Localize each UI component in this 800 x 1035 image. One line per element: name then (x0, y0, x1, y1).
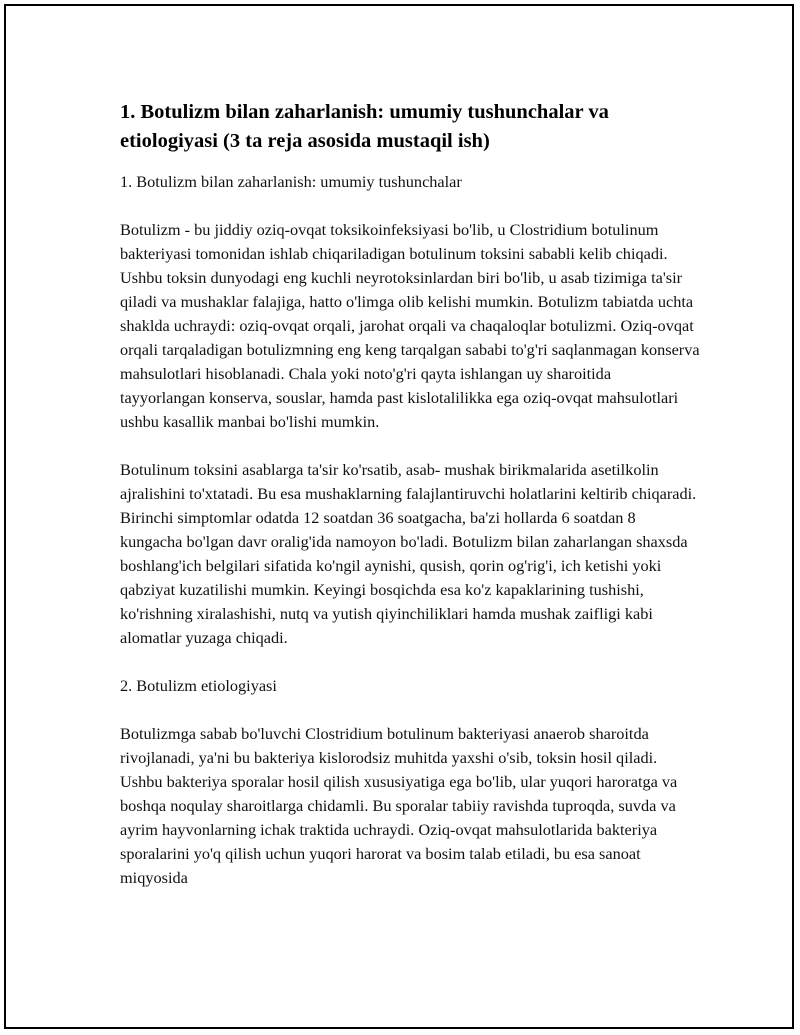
document-body (120, 98, 700, 914)
section-heading-etiology: 2. Botulizm etiologiyasi (120, 676, 277, 695)
paragraph: Botulizmga sabab bo'luvchi Clostridium botulinum bakteriyasi anaerob sharoitda rivojlanadi, ya'ni bu bakteriya kislorodsiz muhitda yaxshi o'sib, toksin hosil qiladi. Ushbu bakteriya sporalar hosil qilish xususiyatiga ega bo'lib, ular yuqori haroratga va boshqa noqulay sharoitlarga chidamli. Bu sporalar tabiiy ravishda tuproqda, suvda va ayrim hayvonlarning ichak traktida uchraydi. Oziq-ovqat mahsulotlarida bakteriya sporalarini yo'q qilish uchun yuqori harorat va bosim talab etiladi, bu esa sanoat miqyosida (120, 724, 678, 887)
document-page (4, 4, 794, 1029)
paragraph: Botulizm - bu jiddiy oziq-ovqat toksikoinfeksiyasi bo'lib, u Clostridium botulinum bakteriyasi tomonidan ishlab chiqariladigan botulinum toksini sababli kelib chiqadi. Ushbu toksin dunyodagi eng kuchli neyrotoksinlardan biri bo'lib, u asab tizimiga ta'sir qiladi va mushaklar falajiga, hatto o'limga olib kelishi mumkin. Botulizm tabiatda uchta shaklda uchraydi: oziq-ovqat orqali, jarohat orqali va chaqaloqlar botulizmi. Oziq-ovqat orqali tarqaladigan botulizmning eng keng tarqalgan sababi to'g'ri saqlanmagan konserva mahsulotlari hisoblanadi. Chala yoki noto'g'ri qayta ishlangan uy sharoitida tayyorlangan konserva, souslar, hamda past kislotalilikka ega oziq-ovqat mahsulotlari ushbu kasallik manbai bo'lishi mumkin. (120, 220, 700, 431)
paragraph: Botulinum toksini asablarga ta'sir ko'rsatib, asab- mushak birikmalarida asetilkolin ajralishini to'xtatadi. Bu esa mushaklarning falajlantiruvchi holatlarini keltirib chiqaradi. Birinchi simptomlar odatda 12 soatdan 36 soatgacha, ba'zi hollarda 6 soatdan 8 kungacha bo'lgan davr oralig'ida namoyon bo'ladi. Botulizm bilan zaharlangan shaxsda boshlang'ich belgilari sifatida ko'ngil aynishi, qusish, qorin og'rig'i, ich ketishi yoki qabziyat kuzatilishi mumkin. Keyingi bosqichda esa ko'z kapaklarining tushishi, ko'rishning xiralashishi, nutq va yutish qiyinchiliklari hamda mushak zaifligi kabi alomatlar yuzaga chiqadi. (120, 460, 697, 647)
document-title: 1. Botulizm bilan zaharlanish: umumiy tushunchalar va etiologiyasi (3 ta reja asosida mustaqil ish) (120, 101, 609, 152)
section-heading-general: 1. Botulizm bilan zaharlanish: umumiy tushunchalar (120, 172, 462, 191)
